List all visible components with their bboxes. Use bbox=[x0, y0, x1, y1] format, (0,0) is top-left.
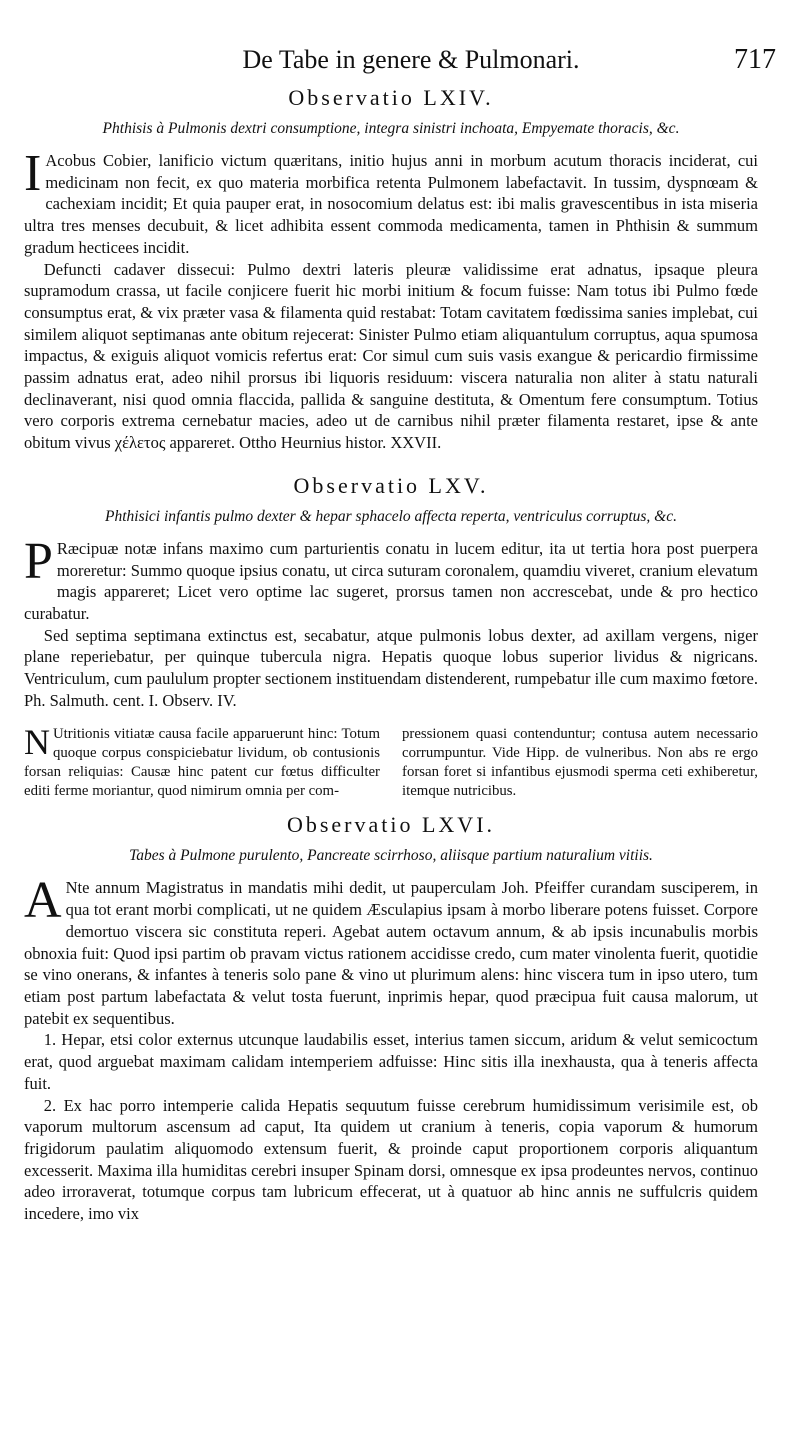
running-header bbox=[24, 40, 776, 80]
observation-heading: Observatio LXVI. bbox=[286, 812, 496, 838]
paragraph-text: Nte annum Magistratus in mandatis mihi dedit, ut pauperculam Joh. Pfeiffer curandam susciperem, in qua tot erant morbi complicati, ut ne quidem Æsculapius ipsam à morbo liberare potens fuisset. Corpore demortuo viscera sic constituta reperi. Agebat autem octavum annum, & ab ipsis incunabulis morbis obnoxia fuit: Quod ipsi partim ob pravam victus rationem accidisse credo, cum mater vinolenta fuerit, quotidie se vino onerans, & infantes à teneris solo pane & vino ut plurimum alens: hinc viscera tum in ipso utero, tum etiam post partum labefactata & velut tosta fuerunt, inprimis hepar, quod præcipua fuit causa malorum, ut patebit ex sequentibus. bbox=[24, 878, 758, 1028]
numbered-item: 1. Hepar, etsi color externus utcunque laudabilis esset, interius tamen siccum, aridum & velut semicoctum erat, quod arguebat maximam calidam intemperiem adfuisse: Hinc sitis illa inexhausta, qua à teneris affecta fuit. bbox=[24, 1030, 758, 1093]
paragraph-text: Acobus Cobier, lanificio victum quæritans, initio hujus anni in morbum acutum thoracis inciderat, cui medicinam non fecit, ex quo materia morbifica retenta Pulmonem labefactavit. In tussim, dyspnœam & cachexiam incidit; Et quia pauper erat, in nosocomium delatus est: ibi malis gravescentibus in ista miseria ultra tres menses decubuit, & licet adhibita essent commoda medicamenta, tamen in Phthisin & summum gradum hecticees incidit. bbox=[24, 151, 758, 257]
paragraph bbox=[24, 872, 758, 1029]
scholium-columns bbox=[24, 722, 758, 801]
observation-64 bbox=[24, 84, 758, 454]
observation-subtitle: Phthisis à Pulmonis dextri consumptione, integra sinistri inchoata, Empyemate thoracis, &c. bbox=[102, 120, 680, 137]
drop-cap: N bbox=[24, 722, 50, 763]
paragraph-text: Ræcipuæ notæ infans maximo cum parturientis conatu in lucem editur, ita ut tertia hora post puerpera moreretur: Summo quoque ipsius conatu, ut circa suturam coronalem, quamdiu viveret, cranium elevatum magis appareret; Licet vero optime lac sugeret, prorsus tamen non accrescebat, unde & pro hectico curabatur. bbox=[24, 538, 758, 623]
paragraph: Sed septima septimana extinctus est, secabatur, atque pulmonis lobus dexter, ad axillam vergens, niger plane reperiebatur, per quinque tubercula nigra. Hepatis quoque lobus superior lividus & nigricans. Ventriculum, cum paululum propter sectionem instituendam distenderent, rumpebatur ille cum maximo fœtore. Ph. Salmuth. cent. I. Observ. IV. bbox=[24, 625, 758, 710]
numbered-item: 2. Ex hac porro intemperie calida Hepatis sequutum fuisse cerebrum humidissimum verisimile est, ob vaporum multorum ascensum ad caput, Ita quidem ut cranium à teneris, copia vaporum & humorum frigidorum paulatim aliquomodo extensum fuerit, & proinde caput proportionem corporis aliquantum excesserit. Maxima illa humiditas cerebri insuper Spinam dorsi, omnesque ex ipsa prodeuntes nervos, continuo adeo irroraverat, totumque corpus tam lubricum effecerat, ut à quatuor ab hinc annis ne suffulcris quidem incedere, imo vix bbox=[24, 1095, 758, 1224]
observation-heading: Observatio LXV. bbox=[293, 472, 489, 498]
paragraph: Defuncti cadaver dissecui: Pulmo dextri lateris pleuræ validissime erat adnatus, ipsaque pleura supramodum crassa, ut facile conjicere fuerit hic morbi initium & focum fuisse: Nam totus ibi Pulmo fœde consumptus erat, & vix præter vasa & filamenta quid restabat: Totam cavitatem fœdissima sanies implebat, cui similem aliquot septimanas ante obitum rejecerat: Sinister Pulmo etiam aliquantulum corruptus, aqua spumosa impactus, & exiguis aliquot vomicis refertus erat: Cor simul cum suis vasis exangue & pericardio firmissime passim adnatus erat, adeo nihil prorsus ibi liquoris residuum: viscera naturalia non aliter à statu naturali declinaverant, nisi quod omnia flaccida, pallida & sanguine destituta, & Omentum fere consumptum. Totius vero corporis extrema cernebatur macies, adeo ut de carnibus nihil præter filamenta restaret, ipse & ante obitum vivus χέλετος appareret. Ottho Heurnius histor. XXVII. bbox=[24, 259, 758, 453]
scholium-column-right: pressionem quasi contenduntur; contusa autem necessario corrumpuntur. Vide Hipp. de vulneribus. Non abs re ergo forsan foret si infantibus ejusmodi sperma ceti exhiberetur, itemque nutricibus. bbox=[402, 726, 758, 800]
observation-subtitle: Tabes à Pulmone purulento, Pancreate scirrhoso, aliisque partium naturalium vitiis. bbox=[129, 847, 653, 865]
observation-subtitle: Phthisici infantis pulmo dexter & hepar sphacelo affecta reperta, ventriculus corruptus, &c. bbox=[105, 507, 677, 525]
page-number: 717 bbox=[734, 44, 776, 75]
drop-cap: A bbox=[24, 872, 62, 930]
observation-65 bbox=[24, 472, 758, 802]
paragraph bbox=[24, 532, 758, 625]
paragraph bbox=[24, 145, 758, 259]
scholium-text: Utritionis vitiatæ causa facile apparuerunt hinc: Totum quoque corpus conspiciebatur lividum, ob contusionis forsan reliquias: Causæ hinc patent cur fœtus difficulter editi ferme moriantur, quod nimirum omnia per com- bbox=[24, 726, 380, 800]
drop-cap: I bbox=[24, 145, 42, 202]
running-title: De Tabe in genere & Pulmonari. bbox=[242, 45, 580, 74]
observation-66 bbox=[24, 811, 758, 1224]
scholium-column-left bbox=[24, 722, 380, 801]
observation-heading: Observatio LXIV. bbox=[288, 85, 494, 110]
drop-cap: P bbox=[24, 532, 53, 590]
